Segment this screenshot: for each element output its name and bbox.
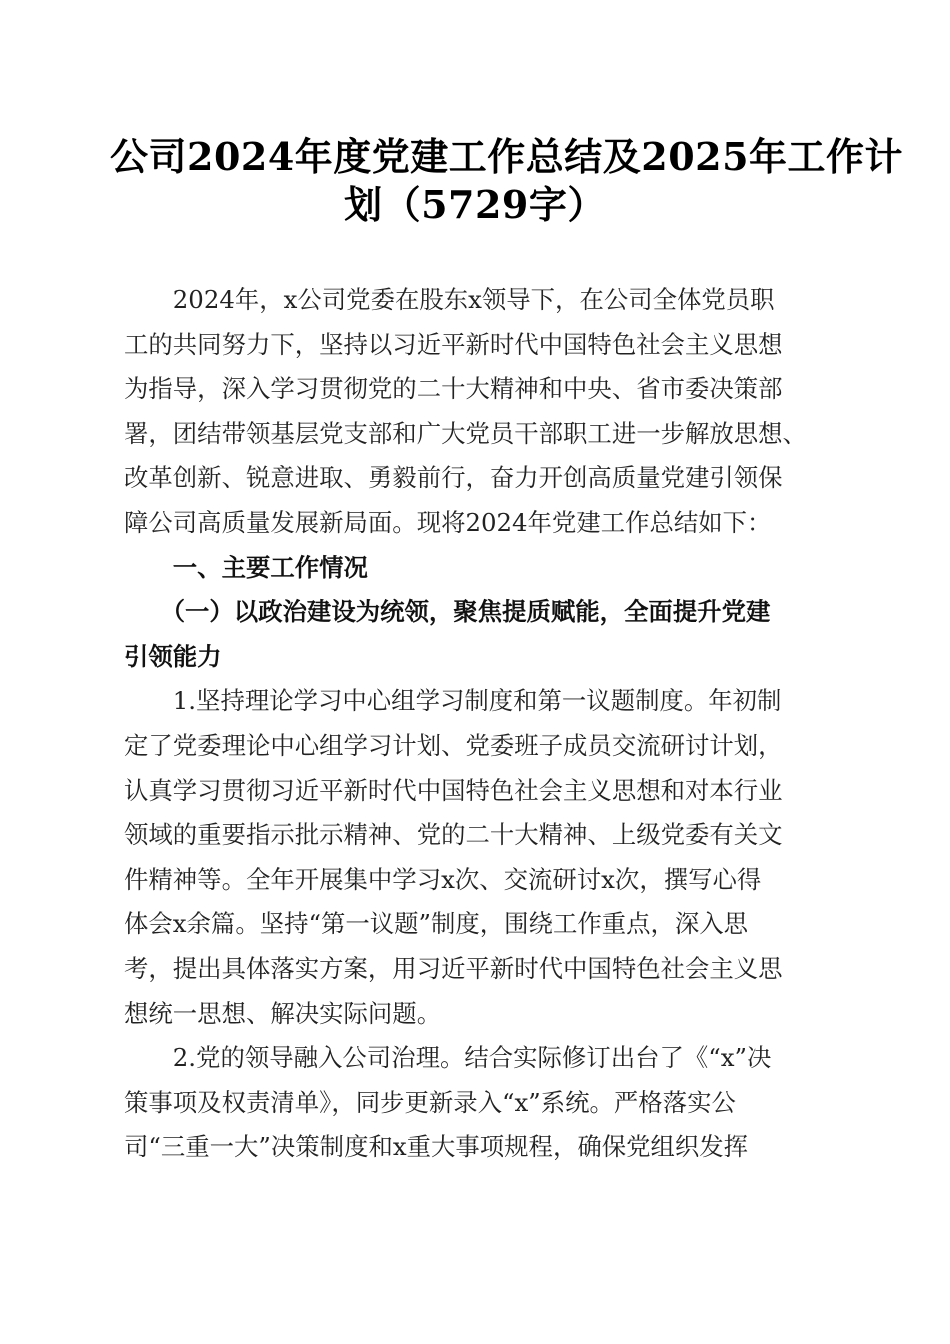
subheading-line: （一）以政治建设为统领，聚焦提质赋能，全面提升党建 [124,597,771,627]
document-title [110,133,904,229]
text-line: 2024年，x公司党委在股东x领导下，在公司全体党员职 [124,285,775,314]
text-line: 体会x余篇。坚持“第一议题”制度，围绕工作重点，深入思 [124,909,749,939]
text-line: 工的共同努力下，坚持以习近平新时代中国特色社会主义思想 [124,329,783,359]
text-line: 领域的重要指示批示精神、党的二十大精神、上级党委有关文 [124,820,783,850]
text-line: 件精神等。全年开展集中学习x次、交流研讨x次，撰写心得 [124,864,762,894]
text-line: 定了党委理论中心组学习计划、党委班子成员交流研讨计划， [124,730,783,760]
text-line: 想统一思想、解决实际问题。 [124,998,442,1028]
paragraph-item-2 [124,1036,830,1170]
text-line: 考，提出具体落实方案，用习近平新时代中国特色社会主义思 [124,953,783,983]
text-line: 署，团结带领基层党支部和广大党员干部职工进一步解放思想、 [124,418,807,448]
heading-line: 一、主要工作情况 [124,552,368,582]
text-line: 改革创新、锐意进取、勇毅前行，奋力开创高质量党建引领保 [124,463,783,493]
text-line: 为指导，深入学习贯彻党的二十大精神和中央、省市委决策部 [124,374,783,404]
subsection-heading [124,590,830,679]
text-line: 1.坚持理论学习中心组学习制度和第一议题制度。年初制 [124,686,782,716]
section-heading [124,546,830,591]
document-body [124,278,830,1170]
text-line: 2.党的领导融入公司治理。结合实际修订出台了《“x”决 [124,1043,772,1073]
text-line: 策事项及权责清单》，同步更新录入“x”系统。严格落实公 [124,1087,736,1117]
paragraph-item-1 [124,679,830,1036]
text-line: 障公司高质量发展新局面。现将2024年党建工作总结如下： [124,507,772,537]
title-line: 划（5729字） [344,182,606,227]
title-line: 公司2024年度党建工作总结及2025年工作计 [110,134,904,179]
paragraph-intro [124,278,830,546]
text-line: 认真学习贯彻习近平新时代中国特色社会主义思想和对本行业 [124,775,783,805]
text-line: 司“三重一大”决策制度和x重大事项规程，确保党组织发挥 [124,1132,749,1162]
subheading-line: 引领能力 [124,641,222,671]
